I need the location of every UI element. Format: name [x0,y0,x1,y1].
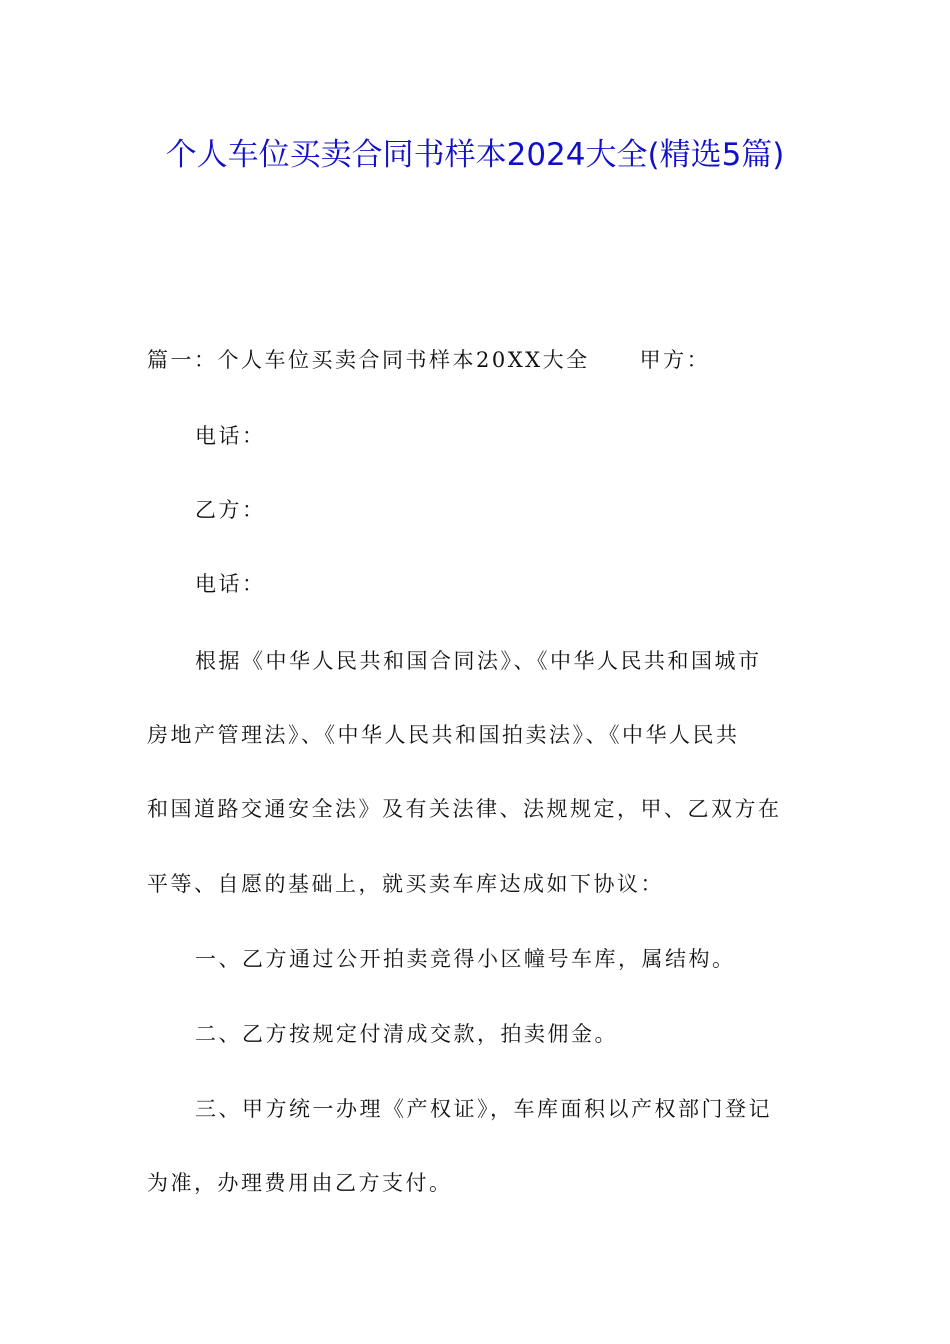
phone-label-1: 电话： [195,424,266,448]
party-b-label: 乙方： [195,498,266,522]
section-heading-line [147,344,710,374]
section-heading: 篇一：个人车位买卖合同书样本20XX大全 [147,348,590,372]
clause-3-line-1: 三、甲方统一办理《产权证》，车库面积以产权部门登记 [195,1097,772,1121]
party-a-label: 甲方： [639,348,711,372]
paragraph-intro-line-4: 平等、自愿的基础上，就买卖车库达成如下协议： [147,872,664,896]
clause-3-line-2: 为准，办理费用由乙方支付。 [147,1171,453,1195]
paragraph-intro-line-2: 房地产管理法》、《中华人民共和国拍卖法》、《中华人民共 [147,723,740,747]
document-title: 个人车位买卖合同书样本2024大全(精选5篇) [165,137,785,173]
phone-label-2: 电话： [195,572,266,596]
paragraph-intro-line-1: 根据《中华人民共和国合同法》、《中华人民共和国城市 [195,649,762,673]
paragraph-intro-line-3: 和国道路交通安全法》及有关法律、法规规定，甲、乙双方在 [147,797,782,821]
clause-2: 二、乙方按规定付清成交款，拍卖佣金。 [195,1022,618,1046]
clause-1: 一、乙方通过公开拍卖竞得小区幢号车库，属结构。 [195,947,736,971]
